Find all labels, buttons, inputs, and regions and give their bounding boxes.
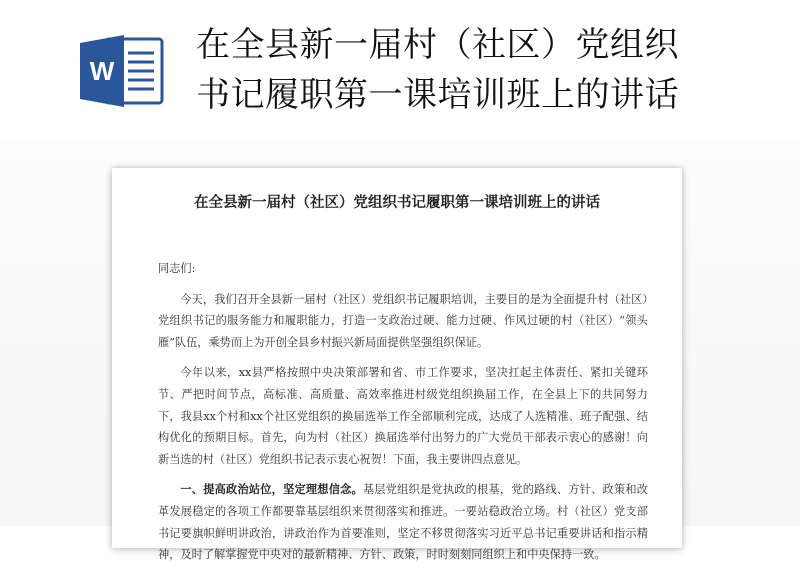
header <box>0 0 800 140</box>
document-greeting: 同志们: <box>158 262 196 275</box>
page-title <box>196 20 776 120</box>
document-paragraph-3-body: 基层党组织是党执政的根基，党的路线、方针、政策和改革发展稳定的各项工作都要靠基层组织来贯彻落实和推进。一要站稳政治立场。村（社区）党支部书记要旗帜鲜明讲政治，讲政治作为首要准则，坚定不移贯彻落实习近平总书记重要讲话和指示精神，及时了解掌握党中央对的最新精神、方针、政策，时时刻刻同组织上和中央保持一致。 <box>158 483 648 562</box>
page-title-line-2: 书记履职第一课培训班上的讲话 <box>196 75 679 115</box>
svg-text:W: W <box>89 56 115 86</box>
document-body <box>158 258 648 575</box>
page-title-line-1: 在全县新一届村（社区）党组织 <box>196 25 679 65</box>
section-heading-1: 一、提高政治站位，坚定理想信念。 <box>180 482 363 497</box>
document-title: 在全县新一届村（社区）党组织书记履职第一课培训班上的讲话 <box>194 194 600 211</box>
word-doc-icon <box>76 33 168 109</box>
document-paragraph-3 <box>158 479 648 565</box>
document-paragraph-2: 今年以来，xx县严格按照中央决策部署和省、市工作要求，坚决扛起主体责任、紧扣关键环节、严把时间节点，高标准、高质量、高效率推进村级党组织换届工作，在全县上下的共同努力下，我县xx个村和xx个社区党组织的换届选举工作全部顺利完成，达成了人选精准、班子配强、结构优化的预期目标。首先，向为村（社区）换届选举付出努力的广大党员干部表示衷心的感谢！向新当选的村（社区）党组织书记表示衷心祝贺！下面，我主要讲四点意见。 <box>158 366 648 466</box>
document-paragraph-1: 今天，我们召开全县新一届村（社区）党组织书记履职培训，主要目的是为全面提升村（社区）党组织书记的服务能力和履职能力，打造一支政治过硬、能力过硬、作风过硬的村（社区）“领头雁”队伍，乘势而上为开创全县乡村振兴新局面提供坚强组织保证。 <box>158 292 648 349</box>
document-page <box>112 168 682 562</box>
